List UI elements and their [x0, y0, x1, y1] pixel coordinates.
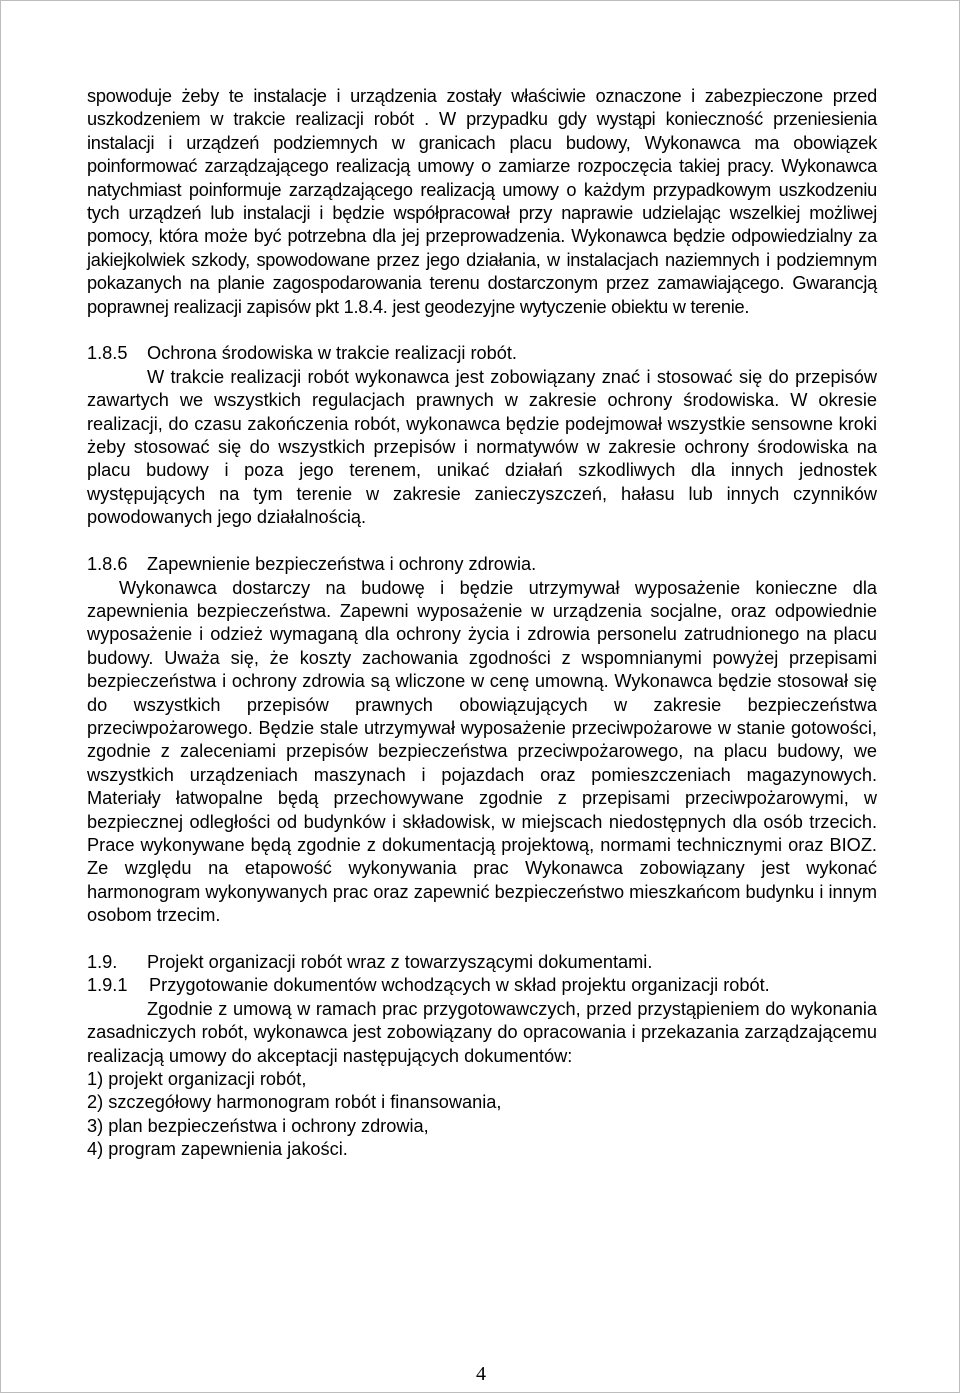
heading-1-8-5: [87, 342, 877, 365]
heading-number: 1.9.: [87, 951, 118, 972]
heading-title: Projekt organizacji robót wraz z towarzyszącymi dokumentami.: [147, 951, 653, 972]
heading-title: Ochrona środowiska w trakcie realizacji robót.: [147, 343, 517, 364]
spacer: [87, 530, 877, 553]
paragraph-environment: W trakcie realizacji robót wykonawca jest zobowiązany znać i stosować się do przepisów zawartych we wszystkich regulacjach prawnych w zakresie ochrony środowiska. W okresie realizacji, do czasu zakończenia robót, wykonawca będzie podejmował wszystkie sensowne kroki żeby stosować się do wszystkich przepisów i normatywów w zakresie ochrony środowiska na placu budowy i poza jego terenem, unikać działań szkodliwych dla innych jednostek występujących na tym terenie w zakresie zanieczyszczeń, hałasu lub innych czynników powodowanych jego działalnością.: [87, 366, 877, 528]
spacer: [87, 928, 877, 951]
heading-number: 1.8.5: [87, 343, 128, 364]
list-item: 1) projekt organizacji robót,: [87, 1069, 307, 1090]
paragraph-safety: Wykonawca dostarczy na budowę i będzie utrzymywał wyposażenie konieczne dla zapewnienia bezpieczeństwa. Zapewni wyposażenie w urządzenia socjalne, oraz odpowiednie wyposażenie i odzież wymaganą dla ochrony życia i zdrowia personelu zatrudnionego na placu budowy. Uważa się, że koszty zachowania zgodności z wspomnianymi powyżej przepisami bezpieczeństwa i ochrony zdrowia są wliczone w cenę umowną. Wykonawca będzie stosował się do wszystkich przepisów prawnych obowiązujących w zakresie bezpieczeństwa przeciwpożarowego. Będzie stale utrzymywał wyposażenie przeciwpożarowe w stanie gotowości, zgodnie z zaleceniami przepisów bezpieczeństwa przeciwpożarowego, na placu budowy, we wszystkich urządzeniach maszynach i pojazdach oraz pomieszczeniach magazynowych. Materiały łatwopalne będą przechowywane zgodnie z przepisami przeciwpożarowymi, w bezpiecznej odległości od budynków i składowisk, w miejscach niedostępnych dla osób trzecich. Prace wykonywane będą zgodnie z dokumentacją projektową, normami technicznymi oraz BIOZ. Ze względu na etapowość wykonywania prac Wykonawca zobowiązany jest wykonać harmonogram wykonywanych prac oraz zapewnić bezpieczeństwo mieszkańcom budynku i innym osobom trzecim.: [87, 577, 877, 926]
documents-list: [87, 1068, 877, 1162]
spacer: [87, 319, 877, 342]
paragraph-preparation: Zgodnie z umową w ramach prac przygotowawczych, przed przystąpieniem do wykonania zasadniczych robót, wykonawca jest zobowiązany do opracowania i przekazania zarządzającemu realizacją umowy do akceptacji następujących dokumentów:: [87, 998, 877, 1066]
heading-1-8-6: [87, 553, 877, 576]
heading-1-9: [87, 951, 877, 974]
page-number: 4: [476, 1363, 486, 1385]
heading-number: 1.9.1: [87, 975, 128, 996]
page-content: [87, 85, 877, 1162]
heading-title: Przygotowanie dokumentów wchodzących w skład projektu organizacji robót.: [149, 975, 770, 996]
list-item: 2) szczegółowy harmonogram robót i finansowania,: [87, 1092, 502, 1113]
heading-1-9-1: [87, 974, 877, 997]
heading-number: 1.8.6: [87, 554, 128, 575]
list-item: 3) plan bezpieczeństwa i ochrony zdrowia,: [87, 1115, 429, 1136]
heading-title: Zapewnienie bezpieczeństwa i ochrony zdrowia.: [147, 554, 537, 575]
paragraph-installations: spowoduje żeby te instalacje i urządzenia zostały właściwie oznaczone i zabezpieczone przed uszkodzeniem w trakcie realizacji robót . W przypadku gdy wystąpi konieczność przeniesienia instalacji i urządzeń podziemnych w granicach placu budowy, Wykonawca ma obowiązek poinformować zarządzającego realizacją umowy o zamiarze rozpoczęcia takiej pracy. Wykonawca natychmiast poinformuje zarządzającego realizacją umowy o każdym przypadkowym uszkodzeniu tych urządzeń lub instalacji i będzie współpracował przy naprawie udzielając wszelkiej możliwej pomocy, która może być potrzebna dla jej przeprowadzenia. Wykonawca będzie odpowiedzialny za jakiejkolwiek szkody, spowodowane przez jego działania, w instalacjach naziemnych i podziemnym pokazanych na planie zagospodarowania terenu dostarczonym przez zamawiającego. Gwarancją poprawnej realizacji zapisów pkt 1.8.4. jest geodezyjne wytyczenie obiektu w terenie.: [87, 86, 877, 317]
list-item: 4) program zapewnienia jakości.: [87, 1139, 348, 1160]
